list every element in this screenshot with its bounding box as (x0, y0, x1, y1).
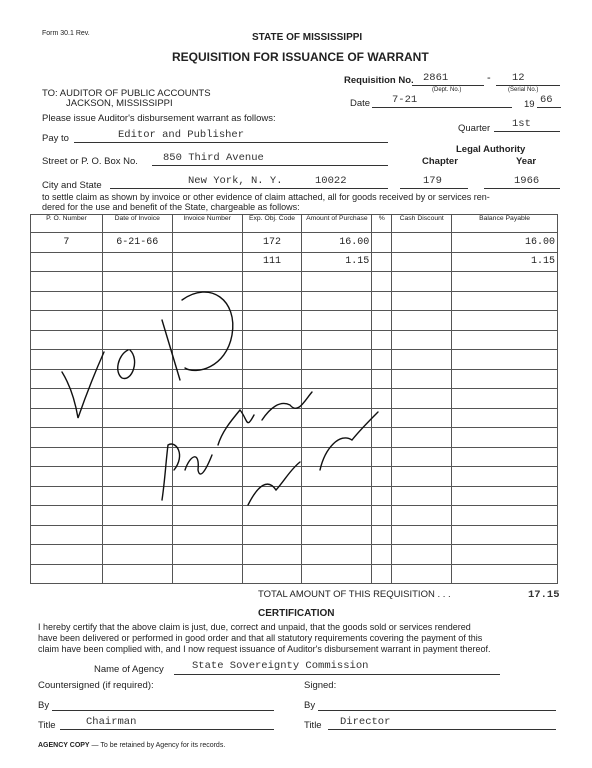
year-prefix: 19 (524, 99, 535, 110)
zip-value: 10022 (315, 175, 347, 187)
total-value: 17.15 (528, 589, 560, 601)
col-header-po: P. O. Number (31, 215, 103, 233)
void-letter-d (182, 292, 233, 370)
footer-note (38, 742, 225, 749)
certification-heading: CERTIFICATION (258, 608, 335, 619)
settle-text-line2: dered for the use and benefit of the State, chargeable as follows: (42, 202, 300, 212)
void-letter-o (118, 350, 135, 378)
date-label: Date (350, 98, 371, 109)
certification-line2: have been delivered or performed in good order and that all statutory requirements covering the payment of this (38, 633, 483, 643)
title-label-right: Title (304, 720, 322, 731)
quarter-label: Quarter (458, 123, 491, 134)
footer-bold: AGENCY COPY (38, 742, 90, 749)
cell-date: 6-21-66 (102, 233, 172, 253)
requisition-label: Requisition No. (344, 75, 414, 86)
col-header-amount: Amount of Purchase (302, 215, 372, 233)
dept-no-label: (Dept. No.) (432, 87, 462, 93)
countersigned-label: Countersigned (if required): (38, 680, 154, 691)
col-header-date: Date of Invoice (102, 215, 172, 233)
chapter-value: 179 (423, 175, 442, 187)
cell-po: 7 (31, 233, 103, 253)
quarter-value: 1st (512, 118, 531, 130)
form-number: Form 30.1 Rev. (42, 30, 90, 37)
by-label-left: By (38, 700, 50, 711)
dept-number: 2861 (423, 72, 449, 84)
street-label: Street or P. O. Box No. (42, 156, 138, 167)
serial-number: 12 (512, 72, 525, 84)
cell-balance: 16.00 (452, 233, 558, 253)
dash: - (487, 72, 491, 84)
col-header-balance: Balance Payable (452, 215, 558, 233)
state-heading: STATE OF MISSISSIPPI (252, 32, 363, 43)
addressee-line1: TO: AUDITOR OF PUBLIC ACCOUNTS (42, 88, 211, 99)
year-value: 66 (540, 94, 553, 106)
date-value: 7-21 (392, 94, 418, 106)
col-header-discount: Cash Discount (392, 215, 452, 233)
legal-year-value: 1966 (514, 175, 540, 187)
title-left-value: Chairman (86, 716, 137, 728)
cell-amount: 1.15 (302, 252, 372, 272)
legal-authority-heading: Legal Authority (456, 144, 526, 155)
chapter-label: Chapter (422, 156, 458, 167)
title-right-value: Director (340, 716, 391, 728)
settle-text-line1: to settle claim as shown by invoice or other evidence of claim attached, all for goods received by or services ren- (42, 192, 490, 202)
cell-balance: 1.15 (452, 252, 558, 272)
note-p (162, 444, 180, 500)
void-letter-v (62, 352, 104, 418)
signed-label: Signed: (304, 680, 337, 691)
agency-label: Name of Agency (94, 664, 164, 675)
addressee-line3: Please issue Auditor's disbursement warrant as follows: (42, 113, 276, 124)
footer-rest: — To be retained by Agency for its records. (89, 742, 226, 749)
page-title: REQUISITION FOR ISSUANCE OF WARRANT (172, 50, 429, 64)
note-a (185, 455, 212, 474)
by-label-right: By (304, 700, 316, 711)
title-label-left: Title (38, 720, 56, 731)
addressee-line2: JACKSON, MISSISSIPPI (66, 98, 173, 109)
col-header-code: Exp. Obj. Code (242, 215, 302, 233)
col-header-invoice: Invoice Number (172, 215, 242, 233)
pay-to-value: Editor and Publisher (118, 129, 245, 141)
note-other (248, 462, 300, 505)
cell-code: 172 (242, 233, 302, 253)
agency-value: State Sovereignty Commission (192, 660, 369, 672)
certification-line3: claim have been complied with, and I now request issuance of Auditor's disbursement warrant in payment thereof. (38, 644, 491, 654)
void-letter-i (162, 320, 180, 380)
note-acct (320, 412, 378, 470)
pay-to-label: Pay to (42, 133, 69, 144)
city-value: New York, N. Y. (188, 175, 283, 187)
cell-code: 111 (242, 252, 302, 272)
certification-line1: I hereby certify that the above claim is just, due, correct and unpaid, that the goods sold or services rendered (38, 622, 471, 632)
total-label: TOTAL AMOUNT OF THIS REQUISITION . . . (258, 589, 451, 600)
legal-year-label: Year (516, 156, 537, 167)
note-with (262, 392, 312, 420)
serial-no-label: (Serial No.) (508, 87, 539, 93)
note-id (218, 410, 254, 445)
street-value: 850 Third Avenue (163, 152, 264, 164)
city-label: City and State (42, 180, 102, 191)
col-header-pct: % (372, 215, 392, 233)
cell-amount: 16.00 (302, 233, 372, 253)
